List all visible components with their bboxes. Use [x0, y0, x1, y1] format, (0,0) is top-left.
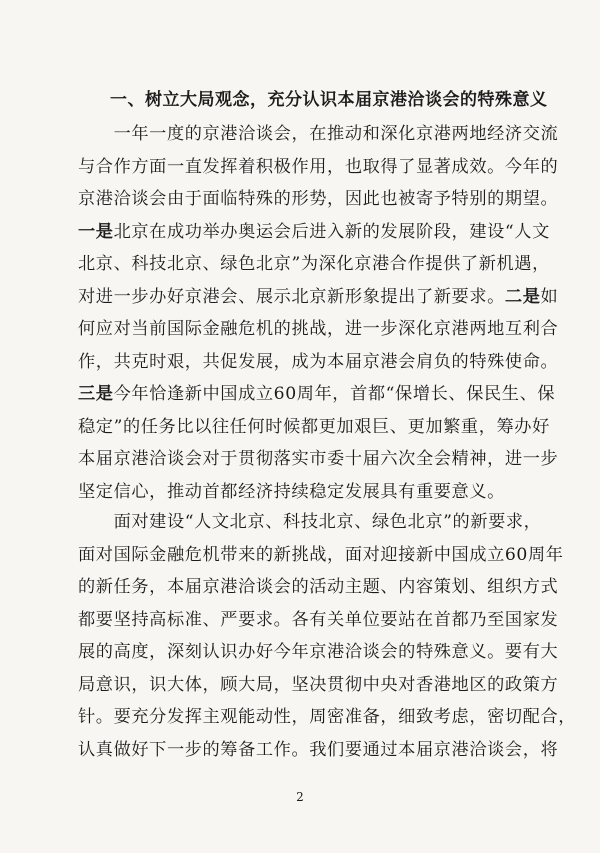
text-line: 何应对当前国际金融危机的挑战，进一步深化京港两地互利合: [78, 319, 559, 339]
text-line: 局意识，识大体，顾大局，坚决贯彻中央对香港地区的政策方: [78, 674, 559, 695]
text-line: 都要坚持高标准、严要求。各有关单位要站在首都乃至国家发: [78, 609, 559, 630]
text-line: 的新任务，本届京港洽谈会的活动主题、内容策划、组织方式: [78, 577, 559, 597]
text-line: 面对国际金融危机带来的新挑战，面对迎接新中国成立60周年: [78, 544, 564, 565]
text-line: 坚定信心，推动首都经济持续稳定发展具有重要意义。: [78, 481, 505, 502]
paragraph-2: [78, 506, 577, 766]
paragraph-1: [78, 118, 559, 508]
text-line: 稳定”的任务比以往任何时候都更加艰巨、更加繁重，筹办好: [78, 416, 550, 437]
text-run: 如: [540, 286, 559, 307]
text-line: 作，共克时艰，共促发展，成为本届京港会肩负的特殊使命。: [78, 351, 559, 372]
text-line: [78, 378, 556, 411]
bold-lead: 三是: [78, 384, 114, 404]
text-run: 北京在成功举办奥运会后进入新的发展阶段，建设“人文: [113, 221, 550, 242]
text-line: 认真做好下一步的筹备工作。我们要通过本届京港洽谈会，将: [78, 739, 559, 760]
text-line: 北京、科技北京、绿色北京”为深化京港合作提供了新机遇，: [78, 254, 550, 274]
text-line: 京港洽谈会由于面临特殊的形势，因此也被寄予特别的期望。: [78, 189, 559, 209]
text-line: [78, 216, 550, 249]
text-line: 本届京港洽谈会对于贯彻落实市委十届六次全会精神，进一步: [78, 449, 559, 469]
text-line: 展的高度，深刻认识办好今年京港洽谈会的特殊意义。要有大: [78, 642, 559, 662]
text-line: [78, 281, 559, 314]
bold-lead: 二是: [504, 286, 541, 307]
text-run: 今年恰逢新中国成立60周年，首都“保增长、保民生、保: [113, 384, 556, 404]
bold-lead: 一是: [78, 221, 114, 242]
text-line: 一年一度的京港洽谈会，在推动和深化京港两地经济交流: [78, 124, 559, 144]
text-line: 针。要充分发挥主观能动性，周密准备，细致考虑，密切配合，: [78, 707, 577, 727]
page-number: 2: [296, 790, 304, 804]
text-line: 面对建设“人文北京、科技北京、绿色北京”的新要求，: [78, 512, 542, 532]
section-heading: 一、树立大局观念，充分认识本届京港洽谈会的特殊意义: [110, 90, 548, 110]
text-line: 与合作方面一直发挥着积极作用，也取得了显著成效。今年的: [78, 156, 559, 177]
text-run: 对进一步办好京港会、展示北京新形象提出了新要求。: [78, 286, 505, 307]
